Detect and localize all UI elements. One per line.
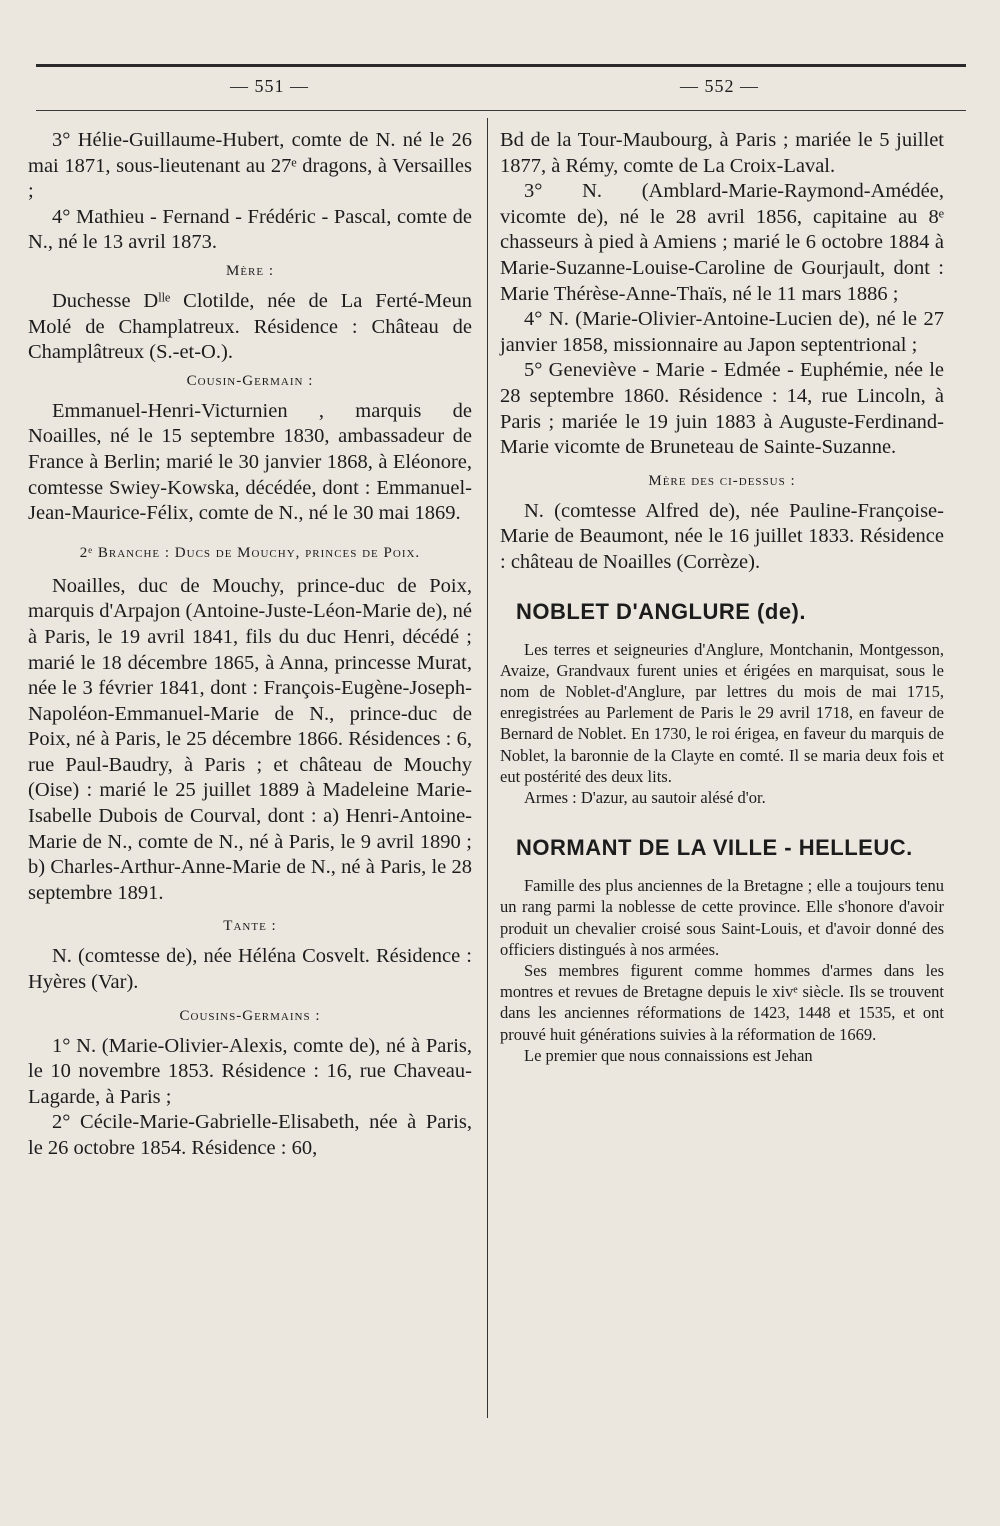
heading-mere: Mère : [225, 262, 275, 279]
right-column [500, 128, 944, 1066]
entry-mathieu: 4° Mathieu - Fernand - Frédéric - Pascal, comte de N., né le 13 avril 1873. [28, 205, 472, 254]
entry-duchesse: Duchesse Dˡˡᵉ Clotilde, née de La Ferté-Meun Molé de Champlatreux. Résidence : Château de Champlâtreux (S.-et-O.). [28, 289, 472, 364]
entry-genevieve: 5° Geneviève - Marie - Edmée - Euphémie, née le 28 septembre 1860. Résidence : 14, rue Lincoln, à Paris ; mariée le 19 juin 1883 à Auguste-Ferdinand-Marie vicomte de Bruneteau de Sainte-Suzanne. [500, 359, 944, 459]
header-subrule [36, 110, 966, 111]
paragraph-normant-family: Famille des plus anciennes de la Bretagne ; elle a toujours tenu un rang parmi la noblesse de cette province. Elle s'honore d'avoir produit un chevalier croisé sous Saint-Louis, et d'avoir donné des officiers distingués à nos armées. [500, 876, 944, 959]
heading-tante: Tante : [223, 918, 277, 935]
heading-branch-mouchy: 2ᵉ Branche : Ducs de Mouchy, princes de Poix. [79, 544, 421, 561]
entry-comtesse-alfred: N. (comtesse Alfred de), née Pauline-Françoise-Marie de Beaumont, née le 16 juillet 1833. Résidence : château de Noailles (Corrèze). [500, 499, 944, 573]
section-title-normant: NORMANT DE LA VILLE - HELLEUC. [516, 835, 913, 861]
entry-amblard: 3° N. (Amblard-Marie-Raymond-Amédée, vicomte de), né le 28 avril 1856, capitaine au 8ᵉ chasseurs à pied à Amiens ; marié le 6 octobre 1884 à Marie-Suzanne-Louise-Caroline de Gourjault, dont : Marie Thérèse-Anne-Thaïs, né le 11 mars 1886 ; [500, 180, 944, 305]
page-number-right: — 552 — [680, 76, 759, 96]
entry-emmanuel: Emmanuel-Henri-Victurnien , marquis de Noailles, né le 15 septembre 1830, ambassadeur de France à Berlin; marié le 30 janvier 1868, à Eléonore, comtesse Swiey-Kowska, décédée, dont : Emmanuel-Jean-Maurice-Félix, comte de N., né le 30 mai 1869. [28, 399, 472, 525]
paragraph-noblet-armes: Armes : D'azur, au sautoir alésé d'or. [524, 787, 766, 807]
entry-noailles-mouchy: Noailles, duc de Mouchy, prince-duc de Poix, marquis d'Arpajon (Antoine-Juste-Léon-Marie de), né à Paris, le 19 avril 1841, fils du duc Henri, décédé ; marié le 18 décembre 1865, à Anna, princesse Murat, née le 3 février 1841, dont : François-Eugène-Joseph-Napoléon-Emmanuel-Marie de N., prince-duc de Poix, né à Paris, le 25 décembre 1866. Résidences : 6, rue Paul-Baudry, à Paris ; et château de Mouchy (Oise) : marié le 25 juillet 1889 à Madeleine Marie-Isabelle Dubois de Courval, dont : a) Henri-Antoine-Marie de N., comte de N., né à Paris, le 9 avril 1890 ; b) Charles-Arthur-Anne-Marie de N., né à Paris, le 28 septembre 1891. [28, 574, 472, 904]
page-number-left: — 551 — [230, 76, 309, 96]
paragraph-normant-first: Le premier que nous connaissions est Jehan [524, 1045, 813, 1065]
header-rule [36, 64, 966, 67]
entry-cecile: 2° Cécile-Marie-Gabrielle-Elisabeth, née à Paris, le 26 octobre 1854. Résidence : 60, [28, 1111, 472, 1159]
entry-olivier: 4° N. (Marie-Olivier-Antoine-Lucien de), né le 27 janvier 1858, missionnaire au Japon septentrional ; [500, 308, 944, 356]
heading-mere-des-ci-dessus: Mère des ci-dessus : [648, 472, 796, 489]
paragraph-normant-members: Ses membres figurent comme hommes d'armes dans les montres et revues de Bretagne depuis le xivᵉ siècle. Ils se trouvent dans les anciennes réformations de 1423, 1448 et 1535, et ont prouvé huit générations suivies à la réformation de 1669. [500, 960, 944, 1044]
entry-alexis: 1° N. (Marie-Olivier-Alexis, comte de), né à Paris, le 10 novembre 1853. Résidence : 16, rue Chaveau-Lagarde, à Paris ; [28, 1034, 472, 1108]
paragraph-noblet-history: Les terres et seigneuries d'Anglure, Montchanin, Montgesson, Avaize, Grandvaux furent unies et érigées en marquisat, sous le nom de Noblet-d'Anglure, par lettres du mois de mai 1715, enregistrées au Parlement de Paris le 29 avril 1718, en faveur de Bernard de Noblet. En 1730, le roi érigea, en faveur du marquis de Noblet, la baronnie de la Clayte en comté. Il se maria deux fois et eut postérité des deux lits. [500, 639, 944, 786]
entry-tante: N. (comtesse de), née Héléna Cosvelt. Résidence : Hyères (Var). [28, 945, 472, 994]
entry-helie: 3° Hélie-Guillaume-Hubert, comte de N. né le 26 mai 1871, sous-lieutenant au 27ᵉ dragons, à Versailles ; [28, 129, 472, 203]
heading-cousins-germains: Cousins-Germains : [179, 1007, 321, 1024]
section-title-noblet: NOBLET D'ANGLURE (de). [516, 598, 806, 624]
column-divider [487, 118, 488, 1418]
left-column [28, 128, 472, 1162]
entry-cecile-continued: Bd de la Tour-Maubourg, à Paris ; mariée le 5 juillet 1877, à Rémy, comte de La Croix-Laval. [500, 129, 944, 177]
heading-cousin-germain: Cousin-Germain : [186, 372, 314, 389]
